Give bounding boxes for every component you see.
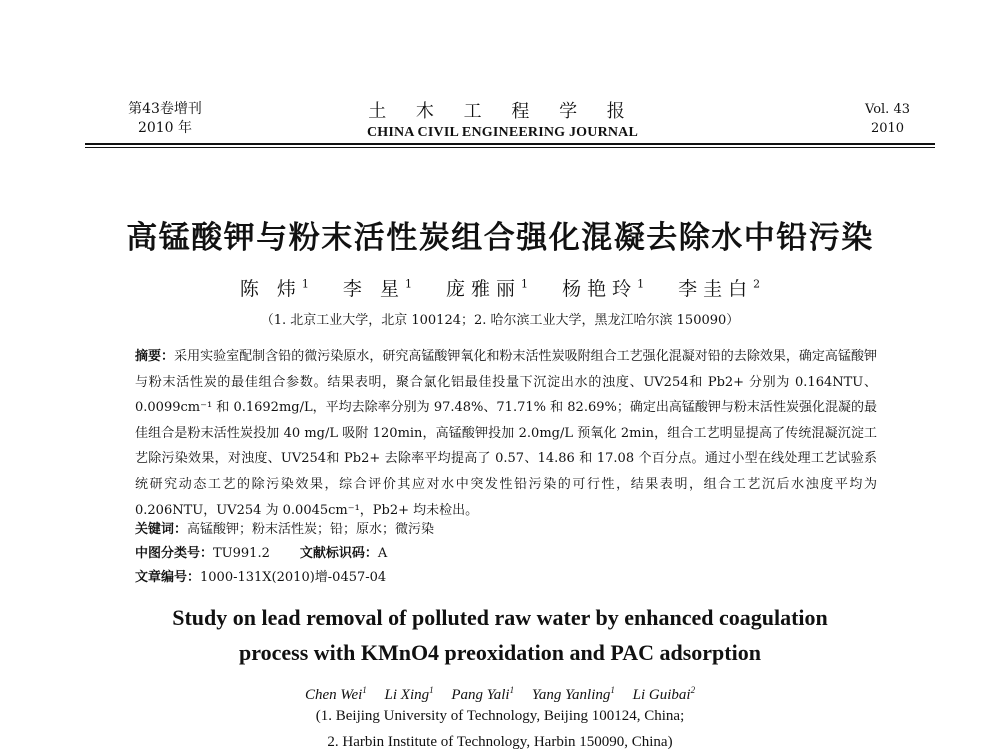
journal-header bbox=[340, 100, 665, 142]
header-rule-thin bbox=[85, 147, 935, 148]
journal-title-cn: 土 木 工 程 学 报 bbox=[368, 101, 637, 122]
journal-title-en: CHINA CIVIL ENGINEERING JOURNAL bbox=[366, 125, 639, 140]
year-cn: 2010 年 bbox=[137, 120, 193, 136]
authors-cn bbox=[0, 272, 1000, 302]
volume-cn: 第43卷增刊 bbox=[128, 101, 202, 117]
header-right bbox=[840, 100, 935, 138]
abstract-label: 摘要： bbox=[135, 349, 175, 364]
doc-code-label: 文献标识码： bbox=[299, 546, 378, 561]
article-number-value: 1000-131X(2010)增-0457-04 bbox=[200, 570, 387, 585]
author-cn: 杨艳玲$^1$ bbox=[562, 278, 645, 301]
header-left bbox=[85, 100, 245, 138]
affiliation-en-line2: 2. Harbin Institute of Technology, Harbin 150090, China) bbox=[327, 734, 673, 750]
classification bbox=[135, 544, 877, 564]
header-rule-thick bbox=[85, 143, 935, 145]
author-cn: 李圭白$^2$ bbox=[678, 278, 761, 301]
affiliation-en: (1. Beijing University of Technology, Beijing 100124, China; bbox=[315, 708, 685, 724]
author-cn: 陈 炜$^1$ bbox=[239, 278, 309, 301]
affiliation-cn: （1. 北京工业大学，北京 100124；2. 哈尔滨工业大学，黑龙江哈尔滨 150090） bbox=[260, 313, 740, 328]
article-number-label: 文章编号： bbox=[135, 570, 201, 585]
author-en: Li Xing$^1$ bbox=[384, 685, 434, 703]
keywords bbox=[135, 520, 877, 540]
paper-title-cn: 高锰酸钾与粉末活性炭组合强化混凝去除水中铅污染 bbox=[126, 220, 874, 256]
clc-value: TU991.2 bbox=[213, 546, 270, 561]
title-en-line2: process with KMnO4 preoxidation and PAC adsorption bbox=[239, 640, 761, 665]
keywords-label: 关键词： bbox=[135, 522, 188, 537]
clc-label: 中图分类号： bbox=[135, 546, 214, 561]
author-cn: 李 星$^1$ bbox=[342, 278, 412, 301]
authors-en bbox=[0, 680, 1000, 705]
abstract-cn bbox=[135, 344, 877, 523]
doc-code-value: A bbox=[377, 546, 388, 561]
title-en-line1: Study on lead removal of polluted raw water by enhanced coagulation bbox=[172, 605, 828, 630]
author-en: Chen Wei$^1$ bbox=[304, 685, 367, 703]
volume-en: Vol. 43 bbox=[865, 102, 910, 117]
keywords-text: 高锰酸钾；粉末活性炭；铅；原水；微污染 bbox=[187, 522, 435, 537]
year-en: 2010 bbox=[870, 121, 905, 136]
article-number bbox=[135, 568, 877, 588]
paper-title-en bbox=[0, 600, 1000, 670]
author-en: Pang Yali$^1$ bbox=[451, 685, 515, 703]
abstract-text: 采用实验室配制含铅的微污染原水，研究高锰酸钾氧化和粉末活性炭吸附组合工艺强化混凝对铅的去除效果，确定高锰酸钾与粉末活性炭的最佳组合参数。结果表明，聚合氯化铝最佳投量下沉淀出水的浊度、UV254和 Pb2+ 分别为 0.164NTU、0.0099cm⁻¹ 和 0.1692mg/L，平均去除率分别为 97.48%、71.71% 和 82.69%；确定出高锰酸钾与粉末活性炭强化混凝的最佳组合是粉末活性炭投加 40 mg/L 吸附 120min，高锰酸钾投加 2.0mg/L 预氧化 2min，组合工艺明显提高了传统混凝沉淀工艺除污染效果，对浊度、UV254和 Pb2+ 去除率平均提高了 0.57、14.86 和 17.08 个百分点。通过小型在线处理工艺试验系统研究动态工艺的除污染效果，综合评价其应对水中突发性铅污染的可行性，结果表明，组合工艺沉后水浊度平均为 0.206NTU，UV254 为 0.0045cm⁻¹，Pb2+ 均未检出。 bbox=[135, 349, 877, 518]
author-en: Li Guibai$^2$ bbox=[632, 685, 696, 703]
author-en: Yang Yanling$^1$ bbox=[531, 685, 615, 703]
author-cn: 庞雅丽$^1$ bbox=[446, 278, 529, 301]
